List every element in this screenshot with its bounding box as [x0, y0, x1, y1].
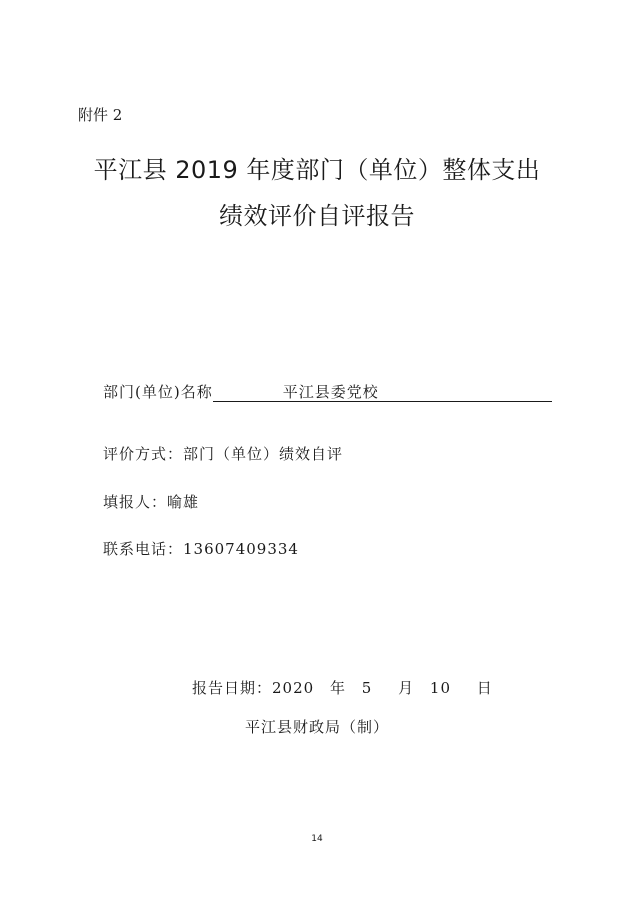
filler: 填报人：喻雄 — [103, 493, 200, 511]
report-date-day-unit: 日 — [476, 679, 493, 697]
dept-name-value: 平江县委党校 — [213, 383, 552, 402]
phone: 联系电话：13607409334 — [103, 540, 299, 558]
report-date-year: 2020 — [272, 679, 315, 697]
report-date-month: 5 — [361, 679, 373, 697]
report-date-year-unit: 年 — [329, 679, 346, 697]
report-date-month-unit: 月 — [398, 679, 415, 697]
report-date-day: 10 — [429, 679, 451, 697]
report-date-label: 报告日期： — [192, 679, 273, 697]
eval-method: 评价方式：部门（单位）绩效自评 — [103, 445, 344, 463]
maker: 平江县财政局（制） — [244, 718, 389, 736]
attachment-label: 附件 2 — [78, 106, 123, 124]
report-title-line1: 平江县 2019 年度部门（单位）整体支出 — [93, 156, 541, 184]
dept-name-row — [103, 381, 552, 402]
report-date — [192, 677, 493, 698]
page-number: 14 — [311, 834, 323, 844]
dept-name-label: 部门(单位)名称 — [103, 383, 213, 401]
report-title-line2: 绩效评价自评报告 — [219, 202, 415, 230]
